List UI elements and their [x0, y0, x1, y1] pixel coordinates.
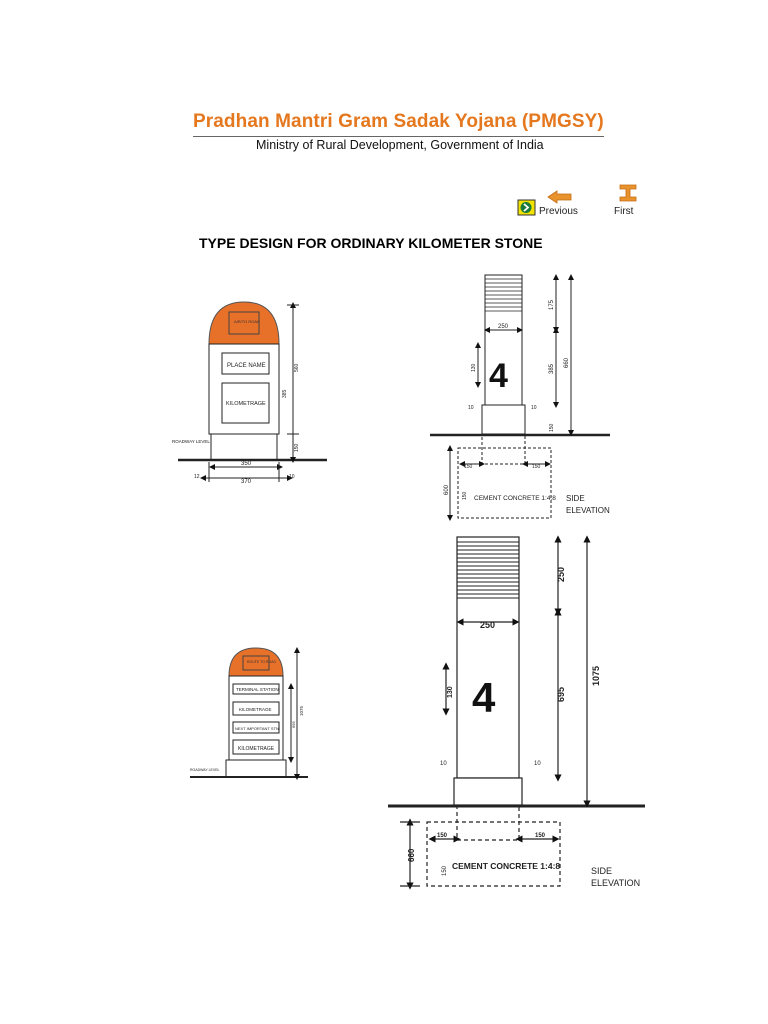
page-title: TYPE DESIGN FOR ORDINARY KILOMETER STONE	[199, 235, 543, 251]
roadway-level-label: ROADWAY LEVEL	[172, 439, 210, 444]
site-title: Pradhan Mantri Gram Sadak Yojana (PMGSY)	[193, 111, 604, 132]
side-elevation-small	[430, 275, 610, 518]
dim-total-small: 660	[564, 357, 570, 368]
place-name-panel: PLACE NAME	[227, 363, 266, 369]
dim-height-base: 150	[294, 443, 300, 452]
dim-footing-right-small: 150	[532, 464, 541, 470]
concrete-label-large: CEMENT CONCRETE 1:4:8	[452, 861, 561, 871]
side-label-small: SIDE	[566, 494, 585, 503]
dome-text-5th: ROUTE TO ROAD	[247, 660, 277, 664]
kilometrage-panel: KILOMETRAGE	[226, 401, 266, 407]
first-label: First	[614, 206, 634, 217]
kilometrage-panel-2: KILOMETRAGE	[238, 746, 275, 752]
dim-footing-right-large: 150	[535, 833, 546, 839]
dim-top-large: 250	[556, 566, 566, 582]
dome-text-ordinary: AIR/TO ROAD	[234, 319, 260, 324]
dim-numeral-small: 130	[471, 363, 477, 372]
dim-left-small: 10	[468, 405, 474, 411]
kilometrage-panel-1: KILOMETRAGE	[239, 707, 272, 712]
dim-right-small: 10	[531, 405, 537, 411]
dim-left-large: 10	[440, 761, 447, 767]
dim-top-small: 175	[549, 299, 555, 310]
elevation-label-small: ELEVATION	[566, 506, 610, 515]
dim-total-5th: 1075	[299, 705, 304, 716]
side-elevation-large	[388, 537, 645, 886]
dim-right-large: 10	[534, 761, 541, 767]
dim-base-small: 150	[549, 423, 555, 432]
roadway-level-label-2: ROADWAY LEVEL	[190, 768, 220, 772]
concrete-label-small: CEMENT CONCRETE 1:4:8	[474, 495, 556, 502]
numeral-large: 4	[472, 674, 496, 721]
dim-mid-small: 385	[549, 363, 555, 374]
dim-mid-large: 695	[556, 686, 566, 702]
dim-found-inner-large: 150	[442, 865, 448, 876]
front-elevation-5th-km	[190, 648, 308, 777]
dim-height-body: 385	[282, 389, 288, 398]
dim-base-outer: 370	[241, 479, 252, 485]
dim-width-large: 250	[480, 620, 496, 630]
numeral-small: 4	[489, 357, 508, 395]
dim-footing-left-small: 150	[464, 464, 473, 470]
next-station-panel: NEXT IMPORTANT STN.	[235, 726, 281, 731]
dim-numeral-large: 130	[447, 686, 454, 698]
dim-total-large: 1075	[591, 665, 601, 686]
dim-foundation-large: 660	[407, 848, 416, 862]
dim-height-total: 560	[294, 363, 300, 372]
site-subtitle: Ministry of Rural Development, Government of India	[256, 138, 544, 152]
dim-offset-left: 12	[194, 474, 200, 480]
dim-width-small: 250	[498, 324, 509, 330]
dim-footing-left-large: 150	[437, 833, 448, 839]
elevation-label-large: ELEVATION	[591, 878, 641, 888]
dim-foundation-small: 600	[444, 484, 450, 495]
dim-found-inner-small: 150	[462, 491, 468, 500]
front-elevation-ordinary	[178, 302, 327, 482]
dim-mid-5th: 695	[291, 721, 296, 728]
dim-base-inner: 350	[241, 461, 252, 467]
dim-offset-right: 10	[289, 474, 295, 480]
side-label-large: SIDE	[591, 866, 613, 876]
terminal-station-panel: TERMINAL STATION	[236, 687, 279, 692]
previous-label: Previous	[539, 206, 578, 217]
